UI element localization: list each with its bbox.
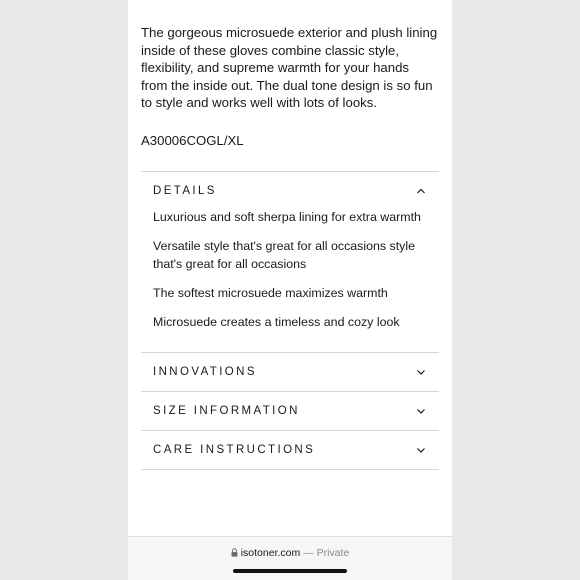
url-separator: —: [300, 547, 317, 559]
accordion-care-instructions-header[interactable]: [141, 431, 439, 469]
accordion-care-instructions-title: CARE INSTRUCTIONS: [153, 443, 316, 456]
accordion-innovations-header[interactable]: [141, 353, 439, 391]
url-domain: isotoner.com: [240, 547, 301, 559]
product-accordion: [141, 171, 439, 470]
product-content: [141, 0, 439, 470]
url-display[interactable]: [128, 547, 452, 559]
accordion-innovations: [141, 353, 439, 392]
chevron-down-icon: [415, 444, 427, 456]
accordion-size-information-header[interactable]: [141, 392, 439, 430]
accordion-innovations-title: INNOVATIONS: [153, 365, 257, 378]
chevron-down-icon: [415, 366, 427, 378]
accordion-size-information: [141, 392, 439, 431]
lock-icon: [231, 548, 238, 557]
detail-item: The softest microsuede maximizes warmth: [153, 285, 388, 300]
accordion-size-information-title: SIZE INFORMATION: [153, 404, 300, 417]
browser-address-bar[interactable]: [128, 536, 452, 580]
detail-item: Versatile style that's great for all occasions style that's great for all occasions: [153, 238, 415, 271]
accordion-care-instructions: [141, 431, 439, 470]
home-indicator[interactable]: [233, 569, 347, 573]
phone-screen: [128, 0, 452, 580]
product-description: The gorgeous microsuede exterior and plush lining inside of these gloves combine classic style, flexibility, and supreme warmth for your hands from the inside out. The dual tone design is so fun to style and works well with lots of looks.: [141, 25, 438, 111]
chevron-up-icon: [415, 185, 427, 197]
chevron-down-icon: [415, 405, 427, 417]
accordion-details-header[interactable]: [141, 172, 439, 210]
accordion-details: [141, 172, 439, 353]
accordion-details-title: DETAILS: [153, 184, 217, 197]
detail-item: Luxurious and soft sherpa lining for extra warmth: [153, 209, 421, 224]
accordion-details-body: [141, 208, 439, 352]
privacy-label: Private: [316, 547, 350, 559]
detail-item: Microsuede creates a timeless and cozy look: [153, 314, 400, 329]
product-sku: A30006COGL/XL: [141, 132, 244, 148]
